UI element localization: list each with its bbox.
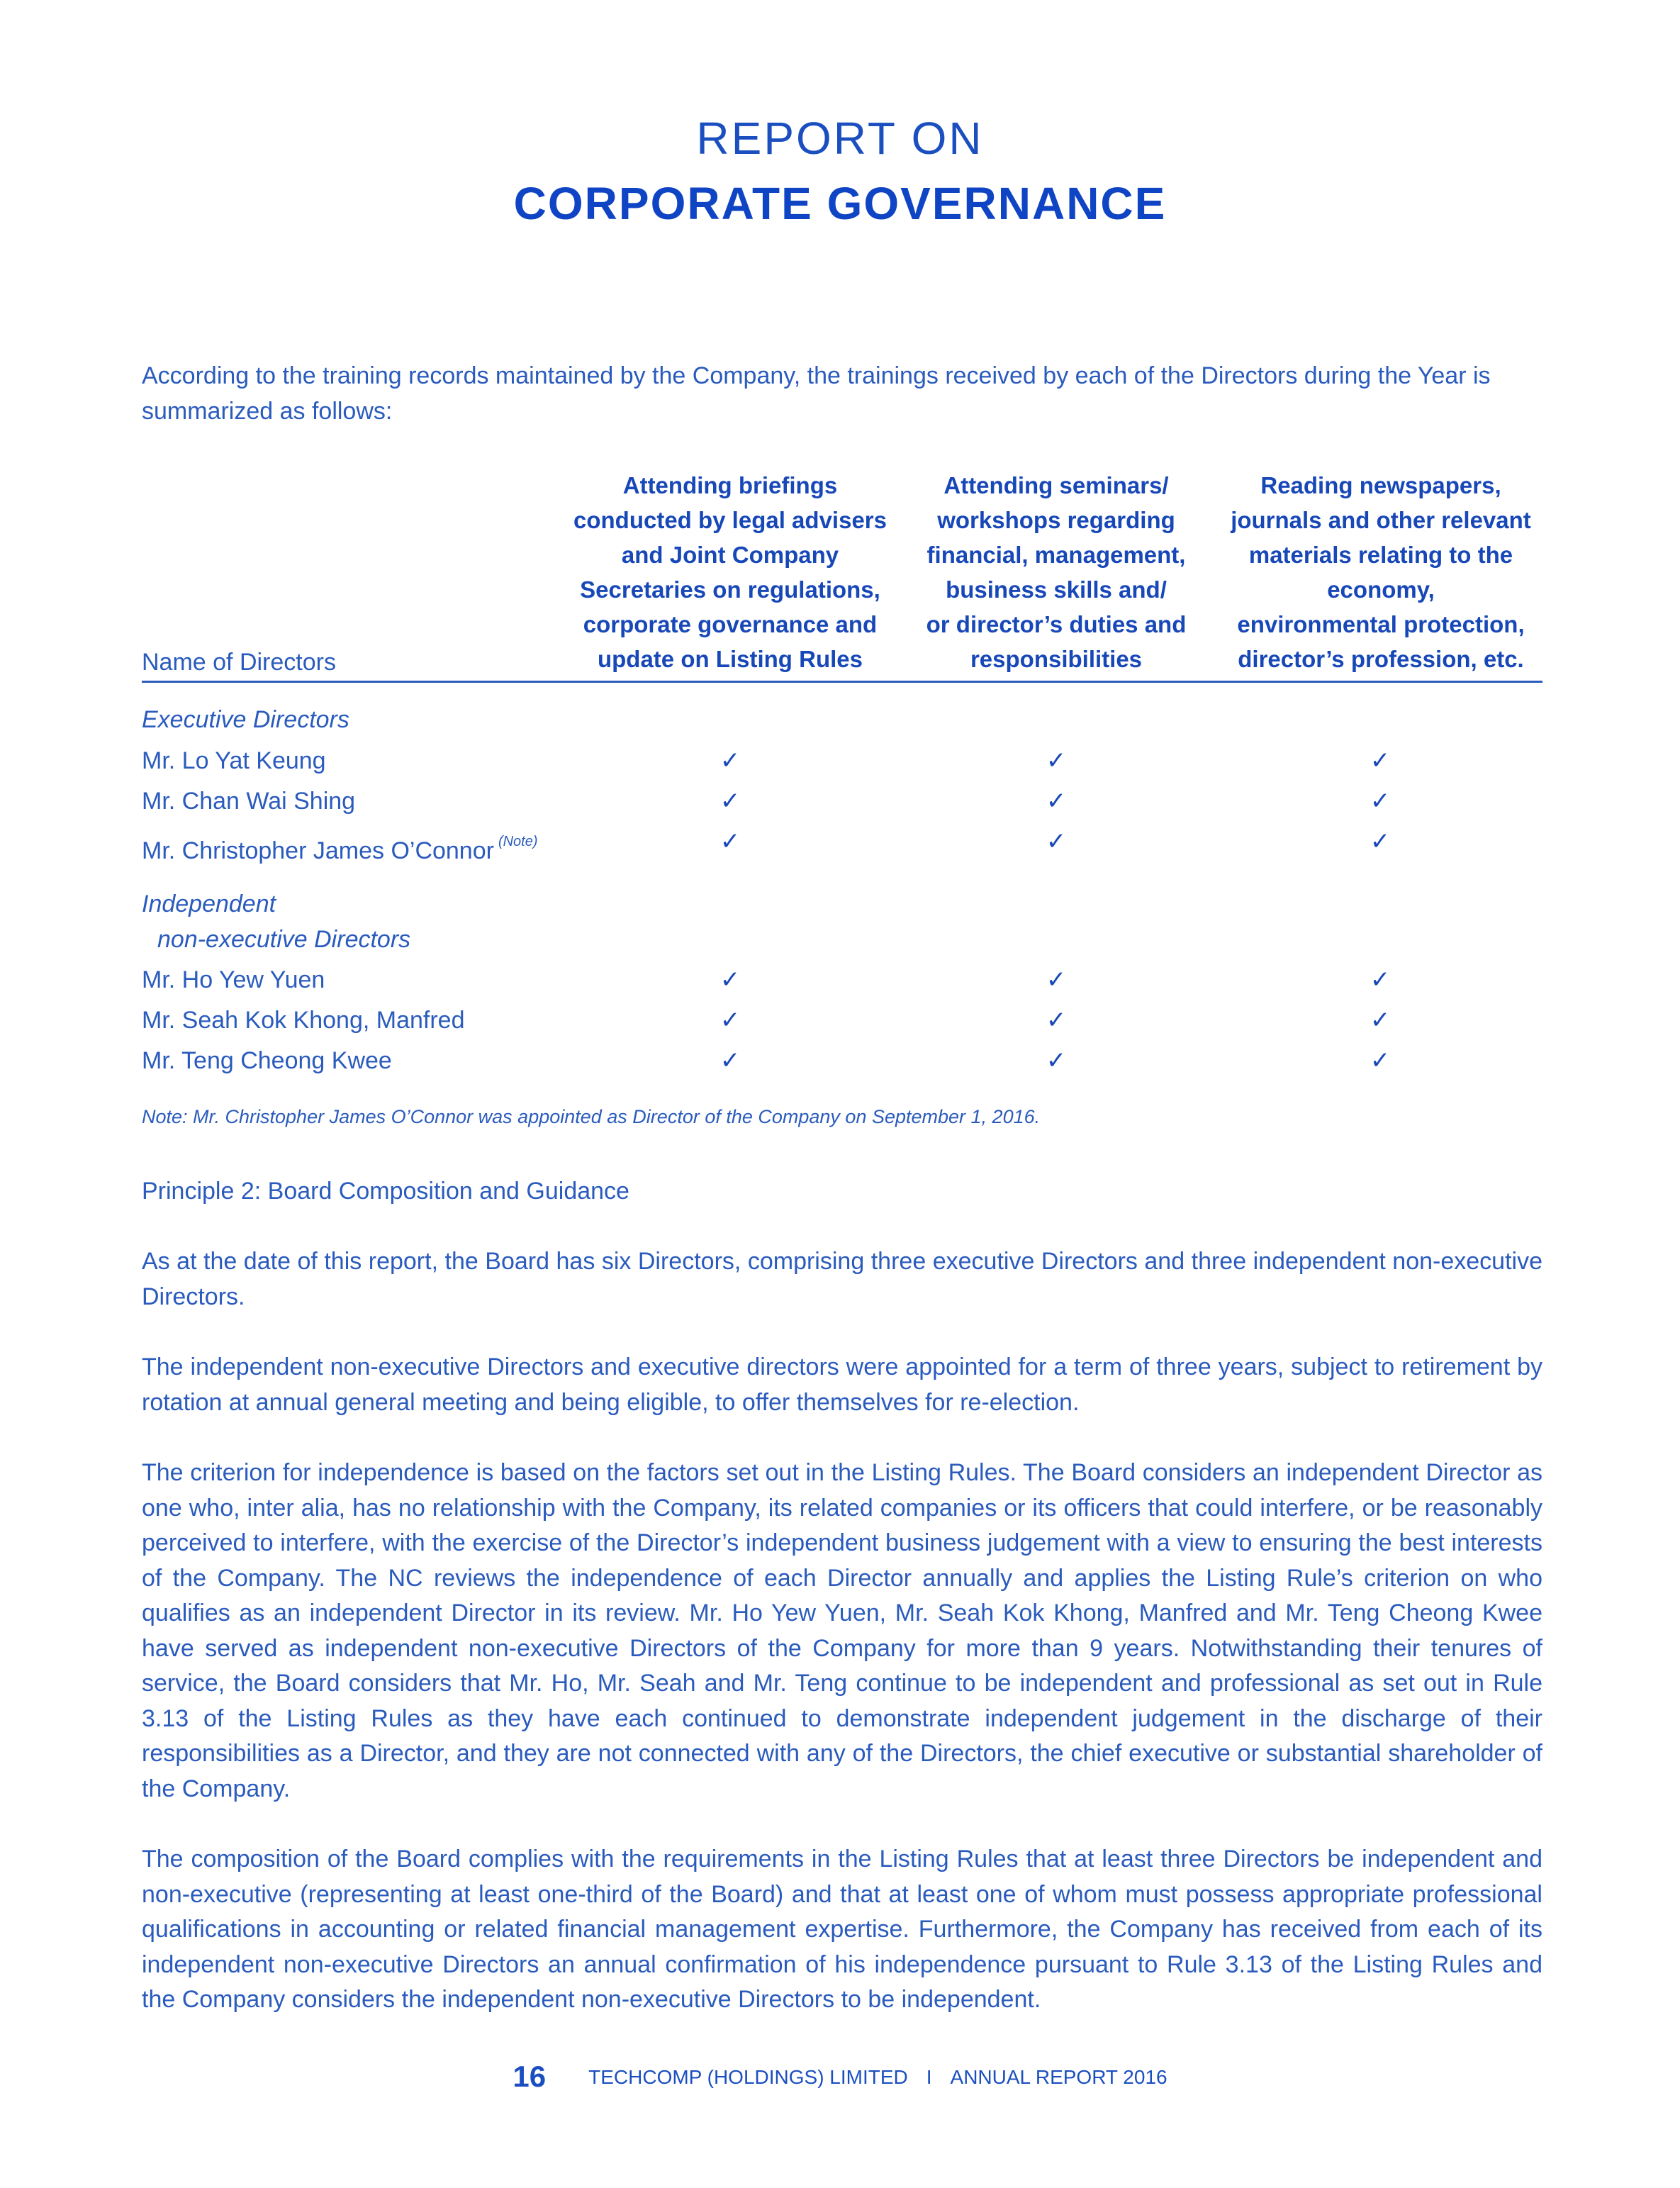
seminars-column-header: Attending seminars/ workshops regarding financial, management, business skills and/ or director’s duties and responsibilities xyxy=(926,472,1187,672)
check-icon: ✓ xyxy=(1046,747,1067,774)
check-icon: ✓ xyxy=(1370,1047,1391,1074)
director-name: Mr. Seah Kok Khong, Manfred xyxy=(142,1007,465,1034)
director-name: Mr. Ho Yew Yuen xyxy=(142,966,325,993)
intro-paragraph: According to the training records maintained by the Company, the trainings received by each of the Directors during the Year is summarized as follows: xyxy=(142,362,1491,425)
table-header xyxy=(142,468,1542,683)
reading-column-header: Reading newspapers, journals and other relevant materials relating to the economy, environmental protection, director’s profession, etc. xyxy=(1231,472,1531,672)
body-paragraph: The composition of the Board complies with the requirements in the Listing Rules that at least three Directors be independent and non-executive (representing at least one-third of the Board) and that at least one of whom must possess appropriate professional qualifications in accounting or related financial management expertise. Furthermore, the Company has received from each of its independent non-executive Directors an annual confirmation of his independence pursuant to Rule 3.13 of the Listing Rules and the Company considers the independent non-executive Directors to be independent. xyxy=(142,1846,1542,2013)
group-label-executive: Executive Directors xyxy=(142,706,349,733)
table-footnote: Note: Mr. Christopher James O’Connor was appointed as Director of the Company on September 1, 2016. xyxy=(142,1106,1041,1127)
check-icon: ✓ xyxy=(1046,966,1067,993)
check-icon: ✓ xyxy=(719,828,741,855)
footer-report: ANNUAL REPORT 2016 xyxy=(950,2066,1167,2088)
check-icon: ✓ xyxy=(1046,1007,1067,1034)
check-icon: ✓ xyxy=(1370,1007,1391,1034)
check-icon: ✓ xyxy=(1370,747,1391,774)
page-number: 16 xyxy=(513,2060,547,2093)
footer-company: TECHCOMP (HOLDINGS) LIMITED xyxy=(588,2066,908,2088)
director-name: Mr. Chan Wai Shing xyxy=(142,788,356,815)
page-footer xyxy=(0,2060,1680,2094)
check-icon: ✓ xyxy=(719,747,741,774)
check-icon: ✓ xyxy=(1370,966,1391,993)
table-row xyxy=(142,1000,1542,1041)
note-marker: (Note) xyxy=(498,834,538,849)
page-title-line1: REPORT ON xyxy=(696,113,984,164)
table-row xyxy=(142,1041,1542,1081)
table-row xyxy=(142,741,1542,781)
page-title-line2: CORPORATE GOVERNANCE xyxy=(513,178,1167,229)
check-icon: ✓ xyxy=(1370,788,1391,815)
check-icon: ✓ xyxy=(1370,828,1391,855)
check-icon: ✓ xyxy=(719,1007,741,1034)
check-icon: ✓ xyxy=(1046,1047,1067,1074)
section-heading: Principle 2: Board Composition and Guidance xyxy=(142,1178,629,1205)
table-row xyxy=(142,781,1542,822)
table-row xyxy=(142,822,1542,862)
briefings-column-header: Attending briefings conducted by legal advisers and Joint Company Secretaries on regulations, corporate governance and update on Listing Rules xyxy=(573,472,887,672)
body-paragraph: The independent non-executive Directors and executive directors were appointed for a term of three years, subject to retirement by rotation at annual general meeting and being eligible, to offer themselves for re-election. xyxy=(142,1353,1542,1416)
table-row xyxy=(142,960,1542,1000)
name-column-header: Name of Directors xyxy=(142,649,336,676)
training-table xyxy=(142,468,1542,1074)
director-name: Mr. Lo Yat Keung xyxy=(142,747,326,774)
body-paragraph: The criterion for independence is based on the factors set out in the Listing Rules. The Board considers an independent Director as one who, inter alia, has no relationship with the Company, its related companies or its officers that could interfere, or be reasonably perceived to interfere, with the exercise of the Director’s independent business judgement with a view to ensuring the best interests of the Company. The NC reviews the independence of each Director annually and applies the Listing Rule’s criterion on who qualifies as an independent Director in its review. Mr. Ho Yew Yuen, Mr. Seah Kok Khong, Manfred and Mr. Teng Cheong Kwee have served as independent non-executive Directors of the Company for more than 9 years. Notwithstanding their tenures of service, the Board considers that Mr. Ho, Mr. Seah and Mr. Teng continue to be independent and professional as set out in Rule 3.13 of the Listing Rules as they have each continued to demonstrate independent judgement in the discharge of their responsibilities as a Director, and they are not connected with any of the Directors, the chief executive or substantial shareholder of the Company. xyxy=(142,1459,1542,1802)
check-icon: ✓ xyxy=(719,788,741,815)
footer-separator: I xyxy=(926,2066,932,2088)
check-icon: ✓ xyxy=(719,966,741,993)
check-icon: ✓ xyxy=(1046,828,1067,855)
director-name: Mr. Christopher James O’Connor $^{(Note)}$ xyxy=(142,834,538,864)
check-icon: ✓ xyxy=(719,1047,741,1074)
director-name: Mr. Teng Cheong Kwee xyxy=(142,1047,392,1074)
check-icon: ✓ xyxy=(1046,788,1067,815)
group-label-independent: Independent non-executive Directors xyxy=(142,891,411,953)
body-paragraph: As at the date of this report, the Board has six Directors, comprising three executive Directors and three independent non-executive Directors. xyxy=(142,1248,1542,1310)
